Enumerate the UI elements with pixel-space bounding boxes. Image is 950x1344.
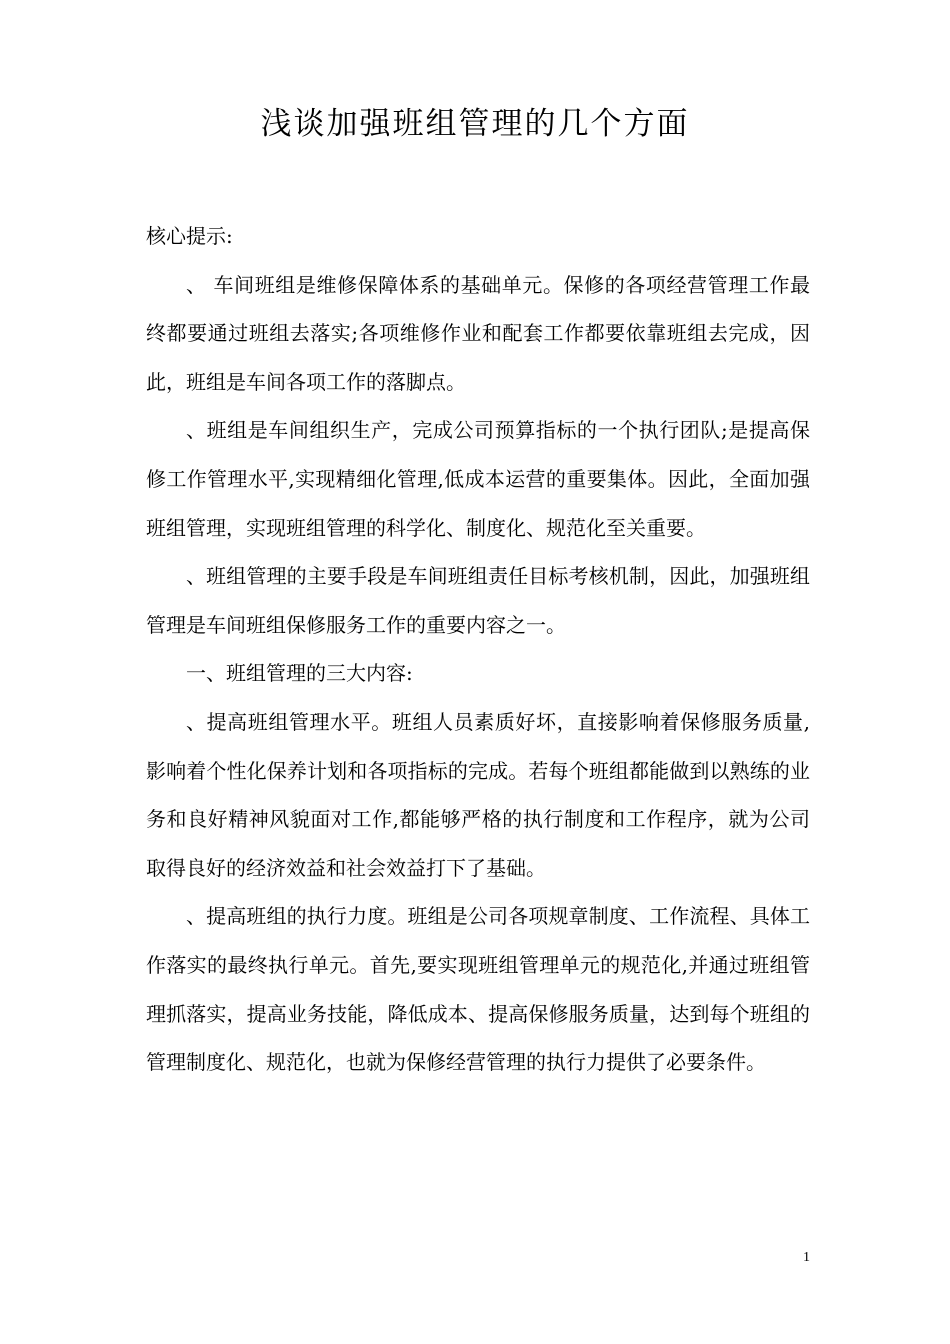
paragraph-5: 、提高班组的执行力度。班组是公司各项规章制度、工作流程、具体工作落实的最终执行单元。首先,要实现班组管理单元的规范化,并通过班组管理抓落实，提高业务技能，降低成本、提高保修服务质量，达到每个班组的管理制度化、规范化，也就为保修经营管理的执行力提供了必要条件。: [146, 904, 810, 1075]
paragraph-1: 、 车间班组是维修保障体系的基础单元。保修的各项经营管理工作最终都要通过班组去落实;各项维修作业和配套工作都要依靠班组去完成，因此，班组是车间各项工作的落脚点。: [146, 272, 810, 394]
paragraph-3: 、班组管理的主要手段是车间班组责任目标考核机制，因此，加强班组管理是车间班组保修服务工作的重要内容之一。: [146, 564, 810, 637]
paragraph-2: 、班组是车间组织生产，完成公司预算指标的一个执行团队;是提高保修工作管理水平,实现精细化管理,低成本运营的重要集体。因此，全面加强班组管理，实现班组管理的科学化、制度化、规范化至关重要。: [146, 418, 810, 540]
page-number: 1: [803, 1250, 810, 1265]
document-body: [146, 212, 810, 1087]
document-title: 浅谈加强班组管理的几个方面: [260, 106, 690, 142]
section-heading-1: 一、班组管理的三大内容:: [186, 661, 413, 686]
paragraph-core-tips: 核心提示:: [146, 224, 233, 248]
paragraph-4: 、提高班组管理水平。班组人员素质好坏，直接影响着保修服务质量,影响着个性化保养计划和各项指标的完成。若每个班组都能做到以熟练的业务和良好精神风貌面对工作,都能够严格的执行制度和工作程序，就为公司取得良好的经济效益和社会效益打下了基础。: [146, 709, 810, 880]
